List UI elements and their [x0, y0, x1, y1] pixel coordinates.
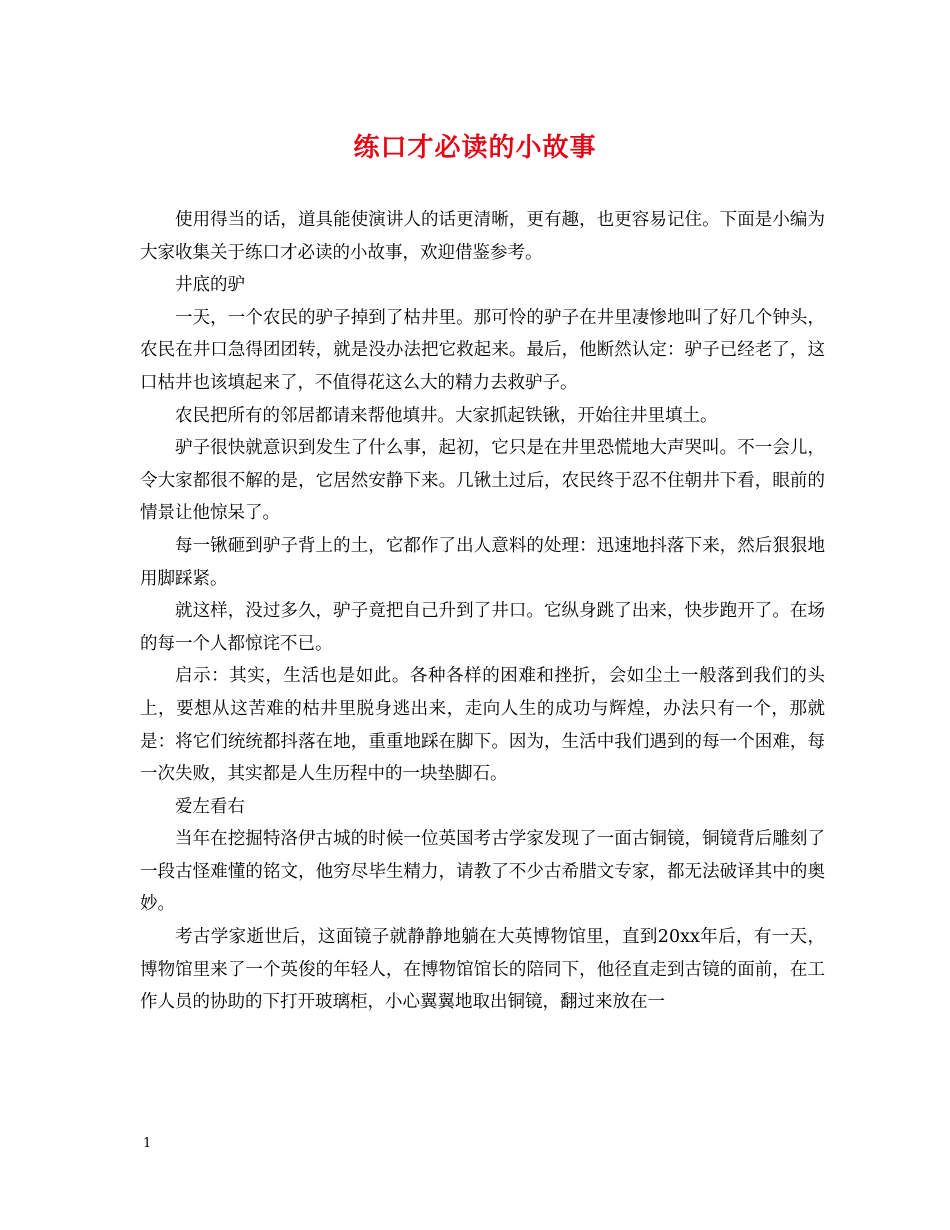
paragraph: 当年在挖掘特洛伊古城的时候一位英国考古学家发现了一面古铜镜，铜镜背后雕刻了一段古怪难懂的铭文，他穷尽毕生精力，请教了不少古希腊文专家，都无法破译其中的奥妙。: [140, 829, 825, 915]
paragraph-intro: 使用得当的话，道具能使演讲人的话更清晰，更有趣，也更容易记住。下面是小编为大家收集关于练口才必读的小故事，欢迎借鉴参考。: [140, 210, 825, 263]
paragraph: 每一锹砸到驴子背上的土，它都作了出人意料的处理：迅速地抖落下来，然后狠狠地用脚踩紧。: [140, 535, 825, 589]
paragraph: 考古学家逝世后，这面镜子就静静地躺在大英博物馆里，直到20xx年后，有一天，博物馆里来了一个英俊的年轻人，在博物馆馆长的陪同下，他径直走到古镜的面前，在工作人员的协助的下打开玻璃柜，小心翼翼地取出铜镜，翻过来放在一: [140, 927, 825, 1013]
section-heading-well-donkey: 井底的驴: [175, 275, 245, 296]
paragraph: 就这样，没过多久，驴子竟把自己升到了井口。它纵身跳了出来，快步跑开了。在场的每一个人都惊诧不已。: [140, 601, 825, 654]
document-body: [140, 204, 825, 1019]
paragraph: 农民把所有的邻居都请来帮他填井。大家抓起铁锹，开始往井里填土。: [175, 405, 718, 426]
section-heading-mirror: 爱左看右: [175, 796, 245, 817]
paragraph: 一天，一个农民的驴子掉到了枯井里。那可怜的驴子在井里凄惨地叫了好几个钟头，农民在井口急得团团转，就是没办法把它救起来。最后，他断然认定：驴子已经老了，这口枯井也该填起来了，不值得花这么大的精力去救驴子。: [140, 307, 825, 393]
page-number: 1: [143, 1136, 152, 1151]
paragraph-insight: 启示：其实，生活也是如此。各种各样的困难和挫折，会如尘土一般落到我们的头上，要想从这苦难的枯井里脱身逃出来，走向人生的成功与辉煌，办法只有一个，那就是：将它们统统都抖落在地，重重地踩在脚下。因为，生活中我们遇到的每一个困难，每一次失败，其实都是人生历程中的一块垫脚石。: [140, 666, 825, 785]
paragraph: 驴子很快就意识到发生了什么事，起初，它只是在井里恐慌地大声哭叫。不一会儿，令大家都很不解的是，它居然安静下来。几锹土过后，农民终于忍不住朝井下看，眼前的情景让他惊呆了。: [140, 438, 825, 524]
document-title: 练口才必读的小故事: [353, 133, 597, 163]
